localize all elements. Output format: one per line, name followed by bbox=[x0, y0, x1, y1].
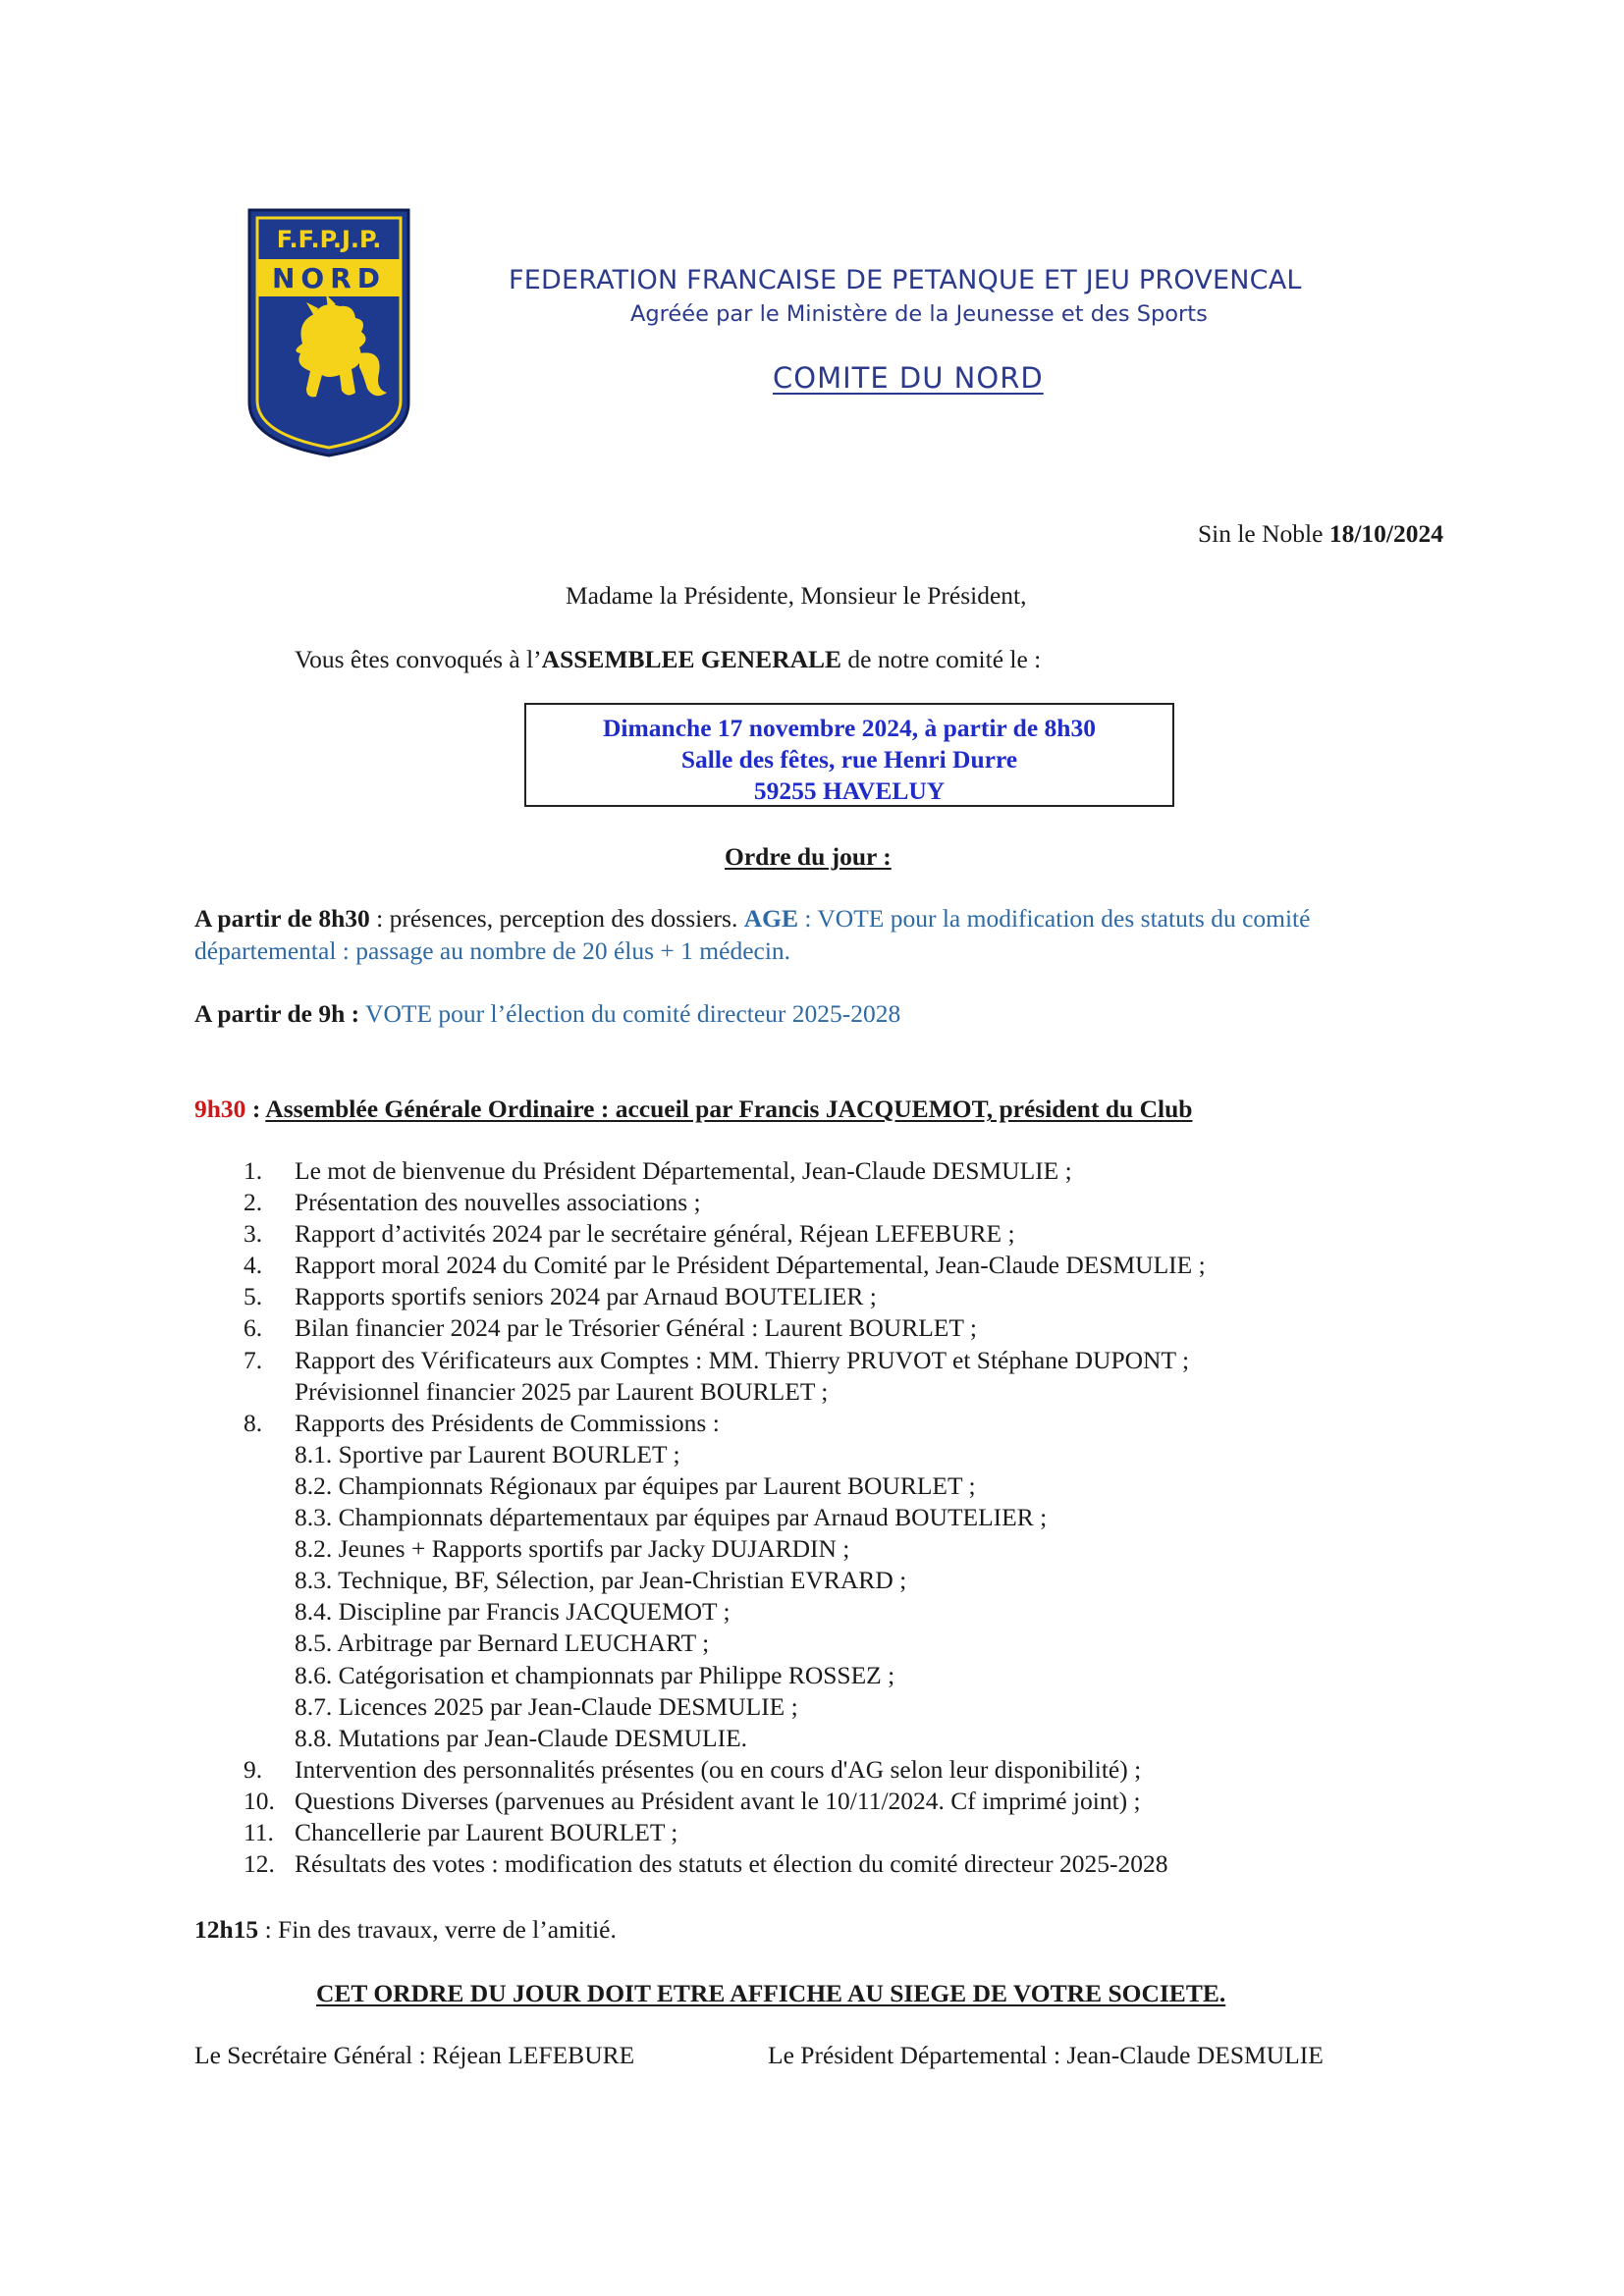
list-item-number: 8. bbox=[244, 1408, 263, 1437]
agenda-title: Ordre du jour : bbox=[725, 842, 892, 871]
list-item bbox=[244, 1253, 1520, 1284]
closing-line bbox=[194, 1917, 617, 1943]
agenda-sep: : bbox=[245, 1095, 266, 1123]
list-item bbox=[244, 1190, 1520, 1221]
agenda-item-830 bbox=[194, 906, 1310, 932]
list-item-number: 1. bbox=[244, 1156, 263, 1185]
list-item-text: Bilan financier 2024 par le Trésorier Général : Laurent BOURLET ; bbox=[295, 1313, 977, 1343]
list-item bbox=[244, 1754, 1520, 1789]
list-item-text: Rapports sportifs seniors 2024 par Arnaud BOUTELIER ; bbox=[295, 1282, 877, 1311]
event-venue: Salle des fêtes, rue Henri Durre bbox=[680, 745, 1018, 774]
place-date bbox=[1198, 521, 1443, 547]
convocation-bold: ASSEMBLEE GENERALE bbox=[541, 645, 842, 673]
list-item-text: 8.8. Mutations par Jean-Claude DESMULIE. bbox=[295, 1723, 748, 1752]
signature-secretary: Le Secrétaire Général : Réjean LEFEBURE bbox=[194, 2041, 635, 2069]
list-item-number: 12. bbox=[244, 1849, 275, 1879]
agenda-time: 9h30 bbox=[194, 1095, 246, 1123]
list-item-text: 8.3. Championnats départementaux par équipes par Arnaud BOUTELIER ; bbox=[295, 1503, 1048, 1532]
list-item bbox=[244, 1221, 1520, 1253]
list-item bbox=[244, 1408, 1520, 1442]
event-date: Dimanche 17 novembre 2024, à partir de 8h30 bbox=[603, 714, 1096, 742]
list-item bbox=[244, 1470, 1520, 1505]
list-item-number: 3. bbox=[244, 1219, 263, 1249]
list-item-number: 2. bbox=[244, 1188, 263, 1217]
list-item bbox=[244, 1851, 1520, 1883]
list-item-text: Rapports des Présidents de Commissions : bbox=[295, 1408, 720, 1437]
list-item bbox=[244, 1284, 1520, 1315]
age-label: AGE bbox=[743, 904, 798, 933]
list-item-number: 6. bbox=[244, 1313, 263, 1343]
list-item-text: Rapport d’activités 2024 par le secrétaire général, Réjean LEFEBURE ; bbox=[295, 1219, 1015, 1249]
agenda-text: : présences, perception des dossiers. bbox=[369, 904, 744, 933]
list-item-text: Questions Diverses (parvenues au Président avant le 10/11/2024. Cf imprimé joint) ; bbox=[295, 1786, 1141, 1815]
list-item-number: 5. bbox=[244, 1282, 263, 1311]
closing-text: : Fin des travaux, verre de l’amitié. bbox=[258, 1915, 617, 1944]
list-item-text: 8.5. Arbitrage par Bernard LEUCHART ; bbox=[295, 1629, 710, 1658]
place: Sin le Noble bbox=[1197, 519, 1329, 548]
list-item-text: 8.1. Sportive par Laurent BOURLET ; bbox=[295, 1439, 680, 1468]
list-item-number: 4. bbox=[244, 1251, 263, 1280]
ffpjp-nord-logo bbox=[245, 206, 412, 459]
convocation-line bbox=[295, 647, 1041, 672]
letter-date: 18/10/2024 bbox=[1328, 519, 1443, 548]
list-item-text: Rapport moral 2024 du Comité par le Président Départemental, Jean-Claude DESMULIE ; bbox=[295, 1251, 1206, 1280]
list-item bbox=[244, 1345, 1520, 1379]
event-city: 59255 HAVELUY bbox=[753, 776, 946, 805]
logo-text-ffpjp: F.F.P.J.P. bbox=[276, 226, 382, 253]
list-item bbox=[244, 1599, 1520, 1630]
list-item-text: Rapport des Vérificateurs aux Comptes : MM. Thierry PRUVOT et Stéphane DUPONT ; bbox=[295, 1345, 1190, 1374]
list-item bbox=[244, 1817, 1520, 1851]
list-item bbox=[244, 1660, 1520, 1694]
list-item-number: 11. bbox=[244, 1817, 274, 1846]
list-item-text: 8.6. Catégorisation et championnats par Philippe ROSSEZ ; bbox=[295, 1660, 895, 1689]
list-item-text: 8.4. Discipline par Francis JACQUEMOT ; bbox=[295, 1597, 731, 1627]
convocation-pre: Vous êtes convoqués à l’ bbox=[295, 645, 542, 673]
list-item bbox=[244, 1723, 1520, 1757]
vote-text-continued: départemental : passage au nombre de 20 élus + 1 médecin. bbox=[194, 936, 791, 965]
list-item-number: 7. bbox=[244, 1345, 263, 1374]
list-item bbox=[244, 1536, 1520, 1568]
agenda-item-9h30 bbox=[194, 1096, 1192, 1122]
list-item-text: Le mot de bienvenue du Président Départemental, Jean-Claude DESMULIE ; bbox=[295, 1156, 1072, 1185]
list-item-number: 9. bbox=[244, 1754, 263, 1784]
list-item-text: Chancellerie par Laurent BOURLET ; bbox=[295, 1817, 678, 1846]
list-item bbox=[244, 1439, 1520, 1473]
convocation-post: de notre comité le : bbox=[841, 645, 1042, 673]
list-item-text: 8.7. Licences 2025 par Jean-Claude DESMULIE ; bbox=[295, 1691, 798, 1721]
list-item bbox=[244, 1786, 1520, 1820]
list-item-text: Intervention des personnalités présentes (ou en cours d'AG selon leur disponibilité) ; bbox=[295, 1754, 1142, 1784]
list-item bbox=[244, 1691, 1520, 1726]
agenda-text: VOTE pour l’élection du comité directeur 2025-2028 bbox=[359, 999, 901, 1028]
signature-president: Le Président Départemental : Jean-Claude DESMULIE bbox=[768, 2041, 1324, 2069]
agenda-time: A partir de 9h : bbox=[194, 999, 360, 1028]
list-item-text: Résultats des votes : modification des statuts et élection du comité directeur 2025-2028 bbox=[295, 1849, 1168, 1879]
list-item-text: 8.3. Technique, BF, Sélection, par Jean-Christian EVRARD ; bbox=[295, 1566, 907, 1595]
agenda-item-9h bbox=[194, 1001, 900, 1027]
logo-text-nord: NORD bbox=[271, 262, 387, 294]
list-item bbox=[244, 1376, 1520, 1411]
list-item bbox=[244, 1630, 1520, 1662]
list-item-text: Prévisionnel financier 2025 par Laurent BOURLET ; bbox=[295, 1376, 829, 1406]
federation-title: FEDERATION FRANCAISE DE PETANQUE ET JEU PROVENCAL bbox=[509, 265, 1302, 295]
event-box bbox=[524, 703, 1174, 807]
list-item bbox=[244, 1505, 1520, 1536]
list-item bbox=[244, 1315, 1520, 1347]
salutation: Madame la Présidente, Monsieur le Président, bbox=[566, 581, 1027, 610]
list-item-text: 8.2. Championnats Régionaux par équipes par Laurent BOURLET ; bbox=[295, 1470, 976, 1500]
list-item-text: 8.2. Jeunes + Rapports sportifs par Jacky DUJARDIN ; bbox=[295, 1534, 850, 1564]
agenda-time: A partir de 8h30 bbox=[194, 904, 370, 933]
list-item bbox=[244, 1158, 1520, 1190]
comite-title: COMITE DU NORD bbox=[773, 361, 1044, 395]
agenda-text: Assemblée Générale Ordinaire : accueil par Francis JACQUEMOT, président du Club bbox=[265, 1095, 1193, 1123]
notice: CET ORDRE DU JOUR DOIT ETRE AFFICHE AU SIEGE DE VOTRE SOCIETE. bbox=[316, 1979, 1226, 2007]
agenda-list bbox=[244, 1158, 1520, 1883]
closing-time: 12h15 bbox=[194, 1915, 259, 1944]
list-item bbox=[244, 1568, 1520, 1599]
federation-subtitle: Agréée par le Ministère de la Jeunesse et des Sports bbox=[630, 301, 1208, 327]
list-item-text: Présentation des nouvelles associations ; bbox=[295, 1188, 701, 1217]
list-item-number: 10. bbox=[244, 1786, 275, 1815]
vote-text: : VOTE pour la modification des statuts du comité bbox=[797, 904, 1311, 933]
